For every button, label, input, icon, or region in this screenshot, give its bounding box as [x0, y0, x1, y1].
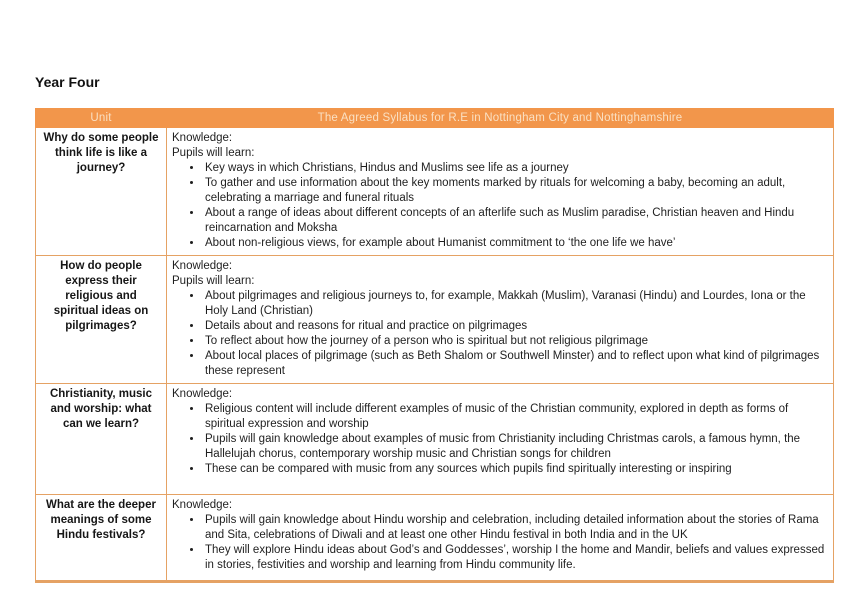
column-header-unit: Unit [36, 109, 167, 128]
knowledge-bullet: • About non-religious views, for example about Humanist commitment to ‘the one life we have’ [203, 236, 825, 251]
unit-cell [36, 495, 167, 582]
table-row [36, 495, 834, 582]
knowledge-bullet: • Religious content will include different examples of music of the Christian community, explored in depth as forms of spiritual expression and worship [203, 402, 825, 432]
knowledge-cell [167, 256, 834, 384]
knowledge-bullet: • About a range of ideas about different concepts of an afterlife such as Muslim paradise, Christian heaven and Hindu reincarnation and Moksha [203, 206, 825, 236]
table-header-row [36, 109, 834, 128]
knowledge-bullet-list [172, 513, 825, 573]
unit-title: Christianity, music and worship: what can we learn? [49, 388, 153, 430]
knowledge-label: Knowledge: [172, 388, 233, 400]
knowledge-bullet: • About local places of pilgrimage (such as Beth Shalom or Southwell Minster) and to reflect upon what kind of pilgrimages these represent [203, 349, 825, 379]
pupils-will-learn-label: Pupils will learn: [172, 275, 255, 287]
page-title: Year Four [35, 74, 100, 90]
knowledge-bullet-list [172, 402, 825, 477]
table-body [36, 128, 834, 582]
knowledge-bullet: • Pupils will gain knowledge about examples of music from Christianity including Christmas carols, a famous hymn, the Hallelujah chorus, contemporary worship music and Christian songs for children [203, 432, 825, 462]
knowledge-bullet: • About pilgrimages and religious journeys to, for example, Makkah (Muslim), Varanasi (Hindu) and Lourdes, Iona or the Holy Land (Christian) [203, 289, 825, 319]
knowledge-bullet: • To reflect about how the journey of a person who is spiritual but not religious pilgrimage [203, 334, 825, 349]
syllabus-table [35, 108, 834, 583]
knowledge-bullet: • These can be compared with music from any sources which pupils find spiritually interesting or inspiring [203, 462, 825, 477]
knowledge-label: Knowledge: [172, 260, 233, 272]
knowledge-cell [167, 128, 834, 256]
knowledge-bullet: • To gather and use information about the key moments marked by rituals for welcoming a baby, becoming an adult, celebrating a marriage and funeral rituals [203, 176, 825, 206]
unit-cell [36, 384, 167, 495]
knowledge-cell [167, 495, 834, 582]
knowledge-cell [167, 384, 834, 495]
knowledge-bullet: • Details about and reasons for ritual and practice on pilgrimages [203, 319, 825, 334]
table-row [36, 256, 834, 384]
knowledge-bullet-list [172, 161, 825, 251]
knowledge-bullet-list [172, 289, 825, 379]
knowledge-label: Knowledge: [172, 499, 233, 511]
knowledge-bullet: • Pupils will gain knowledge about Hindu worship and celebration, including detailed information about the stories of Rama and Sita, celebrations of Diwali and at least one other Hindu festival in both India and in the UK [203, 513, 825, 543]
unit-title: What are the deeper meanings of some Hindu festivals? [46, 499, 156, 541]
table-row [36, 128, 834, 256]
knowledge-bullet: • They will explore Hindu ideas about God’s and Goddesses’, worship I the home and Mandir, beliefs and values expressed in stories, festivities and worship and learning from Hindu community life. [203, 543, 825, 573]
unit-title: How do people express their religious and spiritual ideas on pilgrimages? [53, 260, 149, 332]
column-header-syllabus: The Agreed Syllabus for R.E in Nottingham City and Nottinghamshire [167, 109, 834, 128]
knowledge-label: Knowledge: [172, 132, 233, 144]
unit-cell [36, 128, 167, 256]
table-row [36, 384, 834, 495]
unit-title: Why do some people think life is like a journey? [43, 132, 159, 174]
pupils-will-learn-label: Pupils will learn: [172, 147, 255, 159]
unit-cell [36, 256, 167, 384]
knowledge-bullet: • Key ways in which Christians, Hindus and Muslims see life as a journey [203, 161, 825, 176]
